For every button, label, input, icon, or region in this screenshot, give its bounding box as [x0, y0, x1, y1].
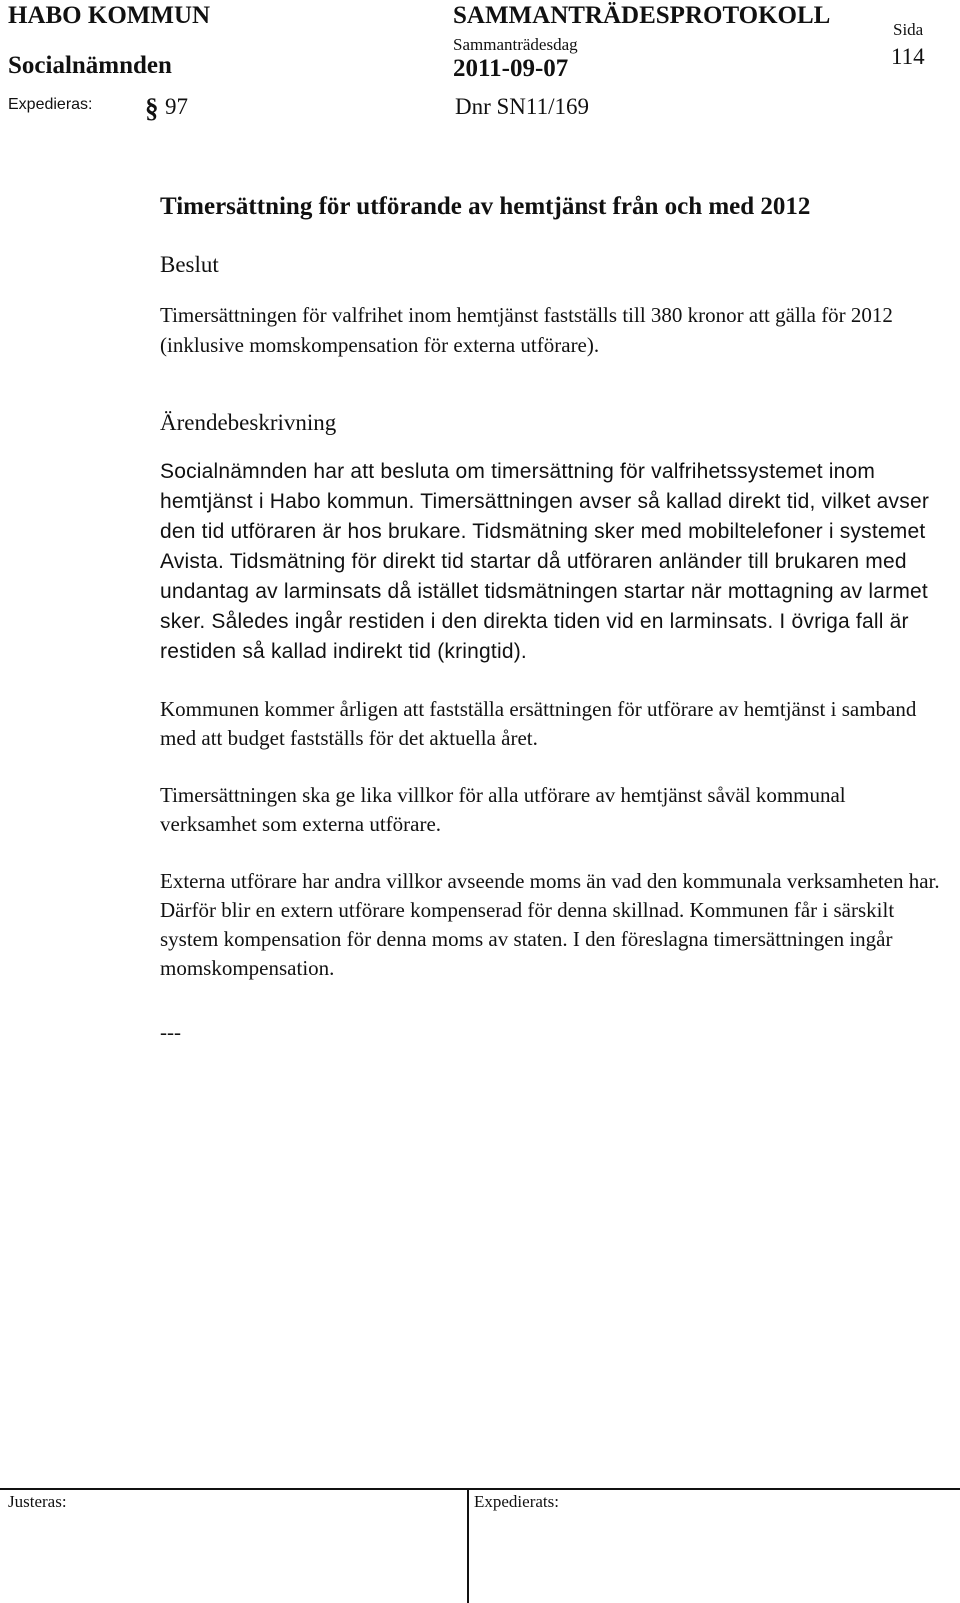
- case-description-heading: Ärendebeskrivning: [160, 410, 337, 435]
- case-description-text: Socialnämnden har att besluta om timersättning för valfrihetssystemet inom hemtjänst i Habo kommun. Timersättningen avser så kallad direkt tid, vilket avser den tid utföraren är hos brukare. Tidsmätning sker med mobiltelefoner i systemet Avista. Tidsmätning för direkt tid startar då utföraren anländer till brukaren med undantag av larminsats då istället tidsmätningen startar när mottagning av larmet sker. Således ingår restiden i den direkta tiden vid en larminsats. I övriga fall är restiden så kallad indirekt tid (kringtid).: [160, 460, 930, 663]
- paragraph-equal-terms: Timersättningen ska ge lika villkor för alla utförare av hemtjänst såväl kommunal verksamhet som externa utförare.: [160, 783, 846, 836]
- meeting-date-label: Sammanträdesdag: [453, 35, 578, 54]
- paragraph-symbol: §: [145, 93, 159, 123]
- document-body: [160, 190, 940, 1047]
- dispatch-label: Expedieras:: [8, 96, 93, 113]
- organization-name: HABO KOMMUN: [8, 2, 211, 29]
- meeting-date: 2011-09-07: [453, 55, 569, 82]
- department-name: Socialnämnden: [8, 52, 172, 79]
- decision-text: Timersättningen för valfrihet inom hemtjänst fastställs till 380 kronor att gälla för 2012 (inklusive momskompensation för externa utförare).: [160, 303, 893, 357]
- footer-column-divider: [467, 1488, 469, 1603]
- adjusted-label: Justeras:: [8, 1492, 67, 1511]
- dispatched-label: Expedierats:: [474, 1492, 559, 1511]
- page-label: Sida: [893, 20, 924, 39]
- document-title: Timersättning för utförande av hemtjänst från och med 2012: [160, 193, 811, 220]
- paragraph-vat-compensation: Externa utförare har andra villkor avseende moms än vad den kommunala verksamheten har. Därför blir en extern utförare kompenserad för denna skillnad. Kommunen får i särskilt system kompensation för denna moms av staten. I den föreslagna timersättningen ingår momskompensation.: [160, 869, 940, 980]
- protocol-title: SAMMANTRÄDESPROTOKOLL: [453, 2, 831, 29]
- footer-divider-line: [0, 1488, 960, 1490]
- paragraph-annual-setting: Kommunen kommer årligen att fastställa ersättningen för utförare av hemtjänst i samband med att budget fastställs för det aktuella året.: [160, 697, 917, 750]
- page-number: 114: [891, 44, 925, 69]
- decision-heading: Beslut: [160, 252, 219, 277]
- case-number: Dnr SN11/169: [455, 94, 589, 119]
- paragraph-number: 97: [165, 94, 188, 119]
- end-marker: ---: [160, 1020, 181, 1044]
